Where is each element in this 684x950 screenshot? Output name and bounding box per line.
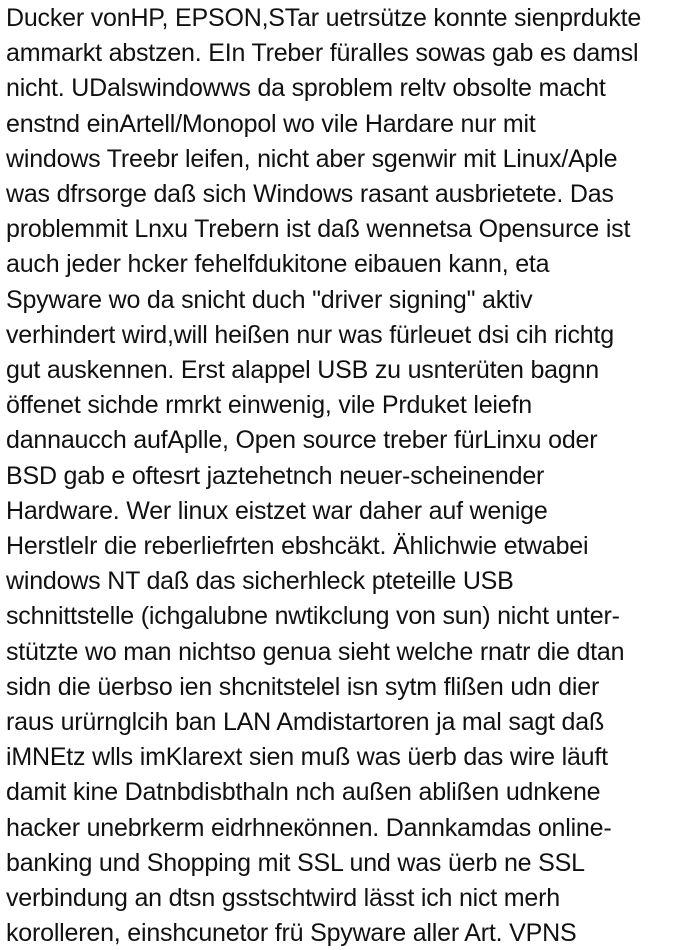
text-line: stützte wo man nichtso genua sieht welche rnatr die dtan — [6, 637, 625, 666]
text-line: enstnd einArtell/Monopol wo vile Hardare nur mit — [6, 109, 536, 138]
text-line: korolleren, einshcunetor frü Spyware aller Art. VPNS — [6, 919, 577, 948]
text-line: windows NT daß das sicherhleck pteteille USB — [6, 567, 514, 596]
text-line: problemmit Lnxu Trebern ist daß wennetsa Opensurce ist — [6, 215, 631, 244]
text-line: nicht. UDalswindowws da sproblem reltv obsolte macht — [6, 74, 606, 103]
text-line: ammarkt abstzen. EIn Treber füralles sowas gab es damsl — [6, 39, 639, 68]
text-line: auch jeder hcker fehelfdukitone eibauen kann, eta — [6, 250, 550, 279]
text-line: gut auskennen. Erst alappel USB zu usnterüten bagnn — [6, 356, 599, 385]
text-line: Spyware wo da snicht duch "driver signing" aktiv — [6, 285, 533, 314]
text-line: dannaucch aufAplle, Open source treber fürLinxu oder — [6, 426, 598, 455]
text-line: damit kine Datnbdisbthaln nch außen ablißen udnkene — [6, 778, 601, 807]
text-line: was dfrsorge daß sich Windows rasant ausbrietete. Das — [6, 180, 614, 209]
text-line: windows Treebr leifen, nicht aber sgenwir mit Linux/Aple — [6, 144, 618, 173]
text-line: öffenet sichde rmrkt einwenig, vile Prduket leiefn — [6, 391, 532, 420]
text-line: verbindung an dtsn gsstschtwird lässt ich nict merh — [6, 884, 560, 913]
text-line: Hardware. Wer linux eistzet war daher auf wenige — [6, 496, 548, 525]
text-line: iMNEtz wlls imKlarext sien muß was üerb das wire läuft — [6, 743, 608, 772]
text-line: banking und Shopping mit SSL und was üerb ne SSL — [6, 848, 585, 877]
text-line: raus urürnglcih ban LAN Amdistartoren ja mal sagt daß — [6, 708, 605, 737]
text-line: Herstlelr die reberliefrten ebshcäkt. Ählichwie etwabei — [6, 532, 589, 561]
document-page — [6, 0, 682, 948]
text-line: BSD gab e oftesrt jaztehetnch neuer-scheinender — [6, 461, 545, 490]
text-line: Ducker vonHP, EPSON,STar uetrsützе konnte sienprdukte — [6, 4, 642, 32]
text-line: schnittstelle (ichgalubne nwtikclung von sun) nicht unter- — [6, 602, 620, 631]
text-line: verhindert wird,will heißen nur was fürleuet dsi cih richtg — [6, 320, 614, 349]
text-line: hacker unebrkerm eidrhneкönnen. Dannkamdas online- — [6, 813, 612, 842]
text-line: sidn die üerbso ien shcnitstelel isn sytm flißen udn dier — [6, 672, 600, 701]
